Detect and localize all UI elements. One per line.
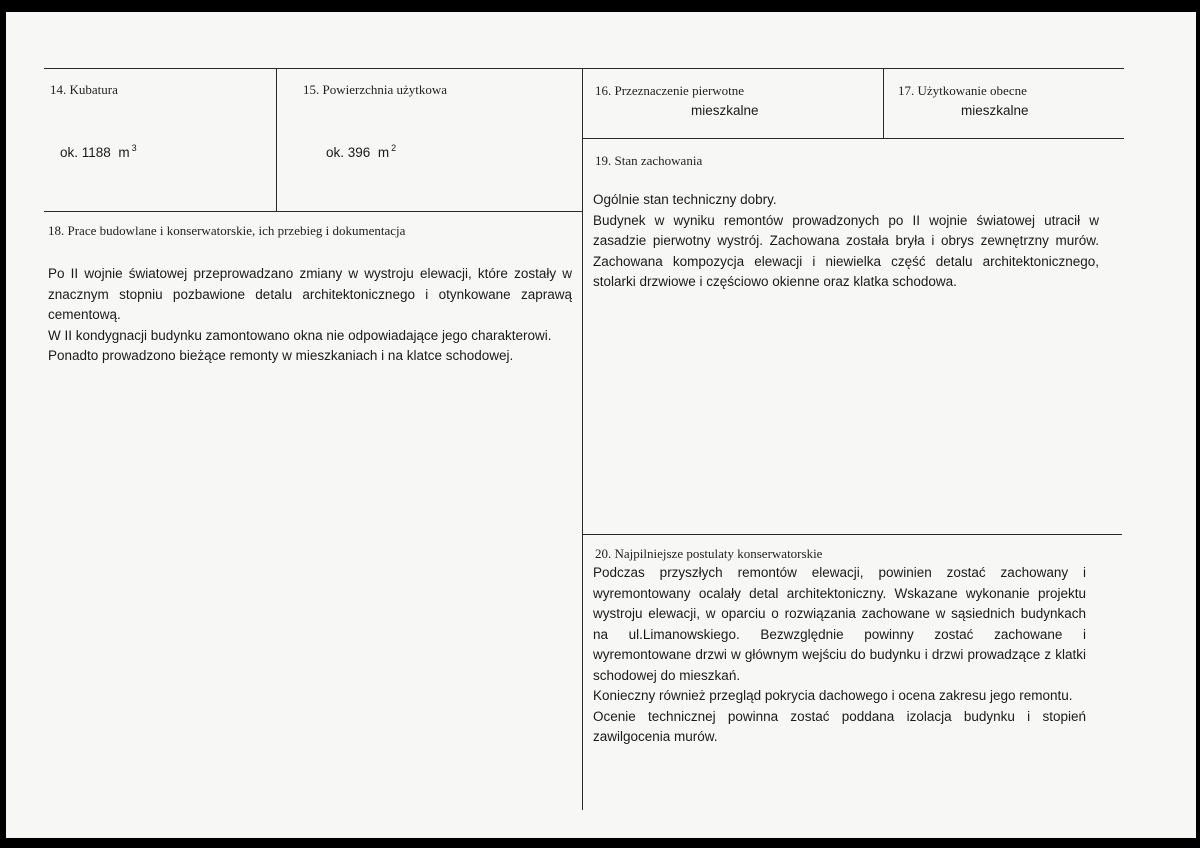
prace-label: 18. Prace budowlane i konserwatorskie, ich przebieg i dokumentacja: [48, 223, 406, 238]
stan-label: 19. Stan zachowania: [595, 153, 703, 168]
divider-16-17: [883, 68, 884, 138]
postulaty-paragraph: Konieczny również przegląd pokrycia dachowego i ocena zakresu jego remontu.: [593, 688, 1073, 703]
rule-under-14-15: [44, 211, 582, 212]
postulaty-text: [593, 563, 1086, 748]
przeznaczenie-value: mieszkalne: [691, 103, 759, 118]
uzytkowanie-label: 17. Użytkowanie obecne: [898, 83, 1027, 98]
powierzchnia-value: ok. 396 m $^2$: [326, 143, 397, 160]
powierzchnia-label: 15. Powierzchnia użytkowa: [303, 82, 448, 97]
stan-text: [593, 190, 1099, 293]
postulaty-paragraph: Ocenie technicznej powinna zostać poddana izolacja budynku i stopień zawilgocenia murów.: [593, 708, 1086, 744]
rule-above-20: [582, 534, 1122, 535]
prace-paragraph: Ponadto prowadzono bieżące remonty w mieszkaniach i na klatce schodowej.: [48, 348, 514, 363]
stan-paragraph: Budynek w wyniku remontów prowadzonych po II wojnie światowej utracił w zasadzie pierwotny wystrój. Zachowana została bryła i obrys zewnętrzny murów. Zachowana kompozycja elewacji i niewielka część detalu architektonicznego, stolarki drzwiowe i częściowo okienne oraz klatka schodowa.: [593, 212, 1099, 289]
postulaty-paragraph: Podczas przyszłych remontów elewacji, powinien zostać zachowany i wyremontowany ocalały detal architektoniczny. Wskazane wykonanie projektu wystroju elewacji, w oparciu o rozwiązania zachowane w sąsiednich budynkach na ul.Limanowskiego. Bezwzględnie powinny zostać zachowane i wyremontowane drzwi w głównym wejściu do budynku i drzwi prowadzące z klatki schodowej do mieszkań.: [593, 565, 1086, 683]
rule-under-16-17: [582, 138, 1124, 139]
postulaty-label: 20. Najpilniejsze postulaty konserwatorskie: [595, 546, 823, 561]
divider-14-15: [276, 68, 277, 212]
prace-paragraph: Po II wojnie światowej przeprowadzano zmiany w wystroju elewacji, które zostały w znacznym stopniu pozbawione detalu architektonicznego i otynkowane zaprawą cementową.: [48, 266, 572, 322]
kubatura-label: 14. Kubatura: [50, 82, 118, 97]
divider-15-16: [582, 68, 583, 810]
przeznaczenie-label: 16. Przeznaczenie pierwotne: [595, 83, 745, 98]
prace-text: [48, 264, 572, 367]
uzytkowanie-value: mieszkalne: [961, 103, 1029, 118]
document-page: [6, 12, 1196, 838]
prace-paragraph: W II kondygnacji budynku zamontowano okna nie odpowiadające jego charakterowi.: [48, 327, 552, 343]
stan-paragraph: Ogólnie stan techniczny dobry.: [593, 192, 777, 207]
kubatura-value: ok. 1188 m $^3$: [60, 143, 137, 160]
top-rule: [44, 68, 1124, 69]
